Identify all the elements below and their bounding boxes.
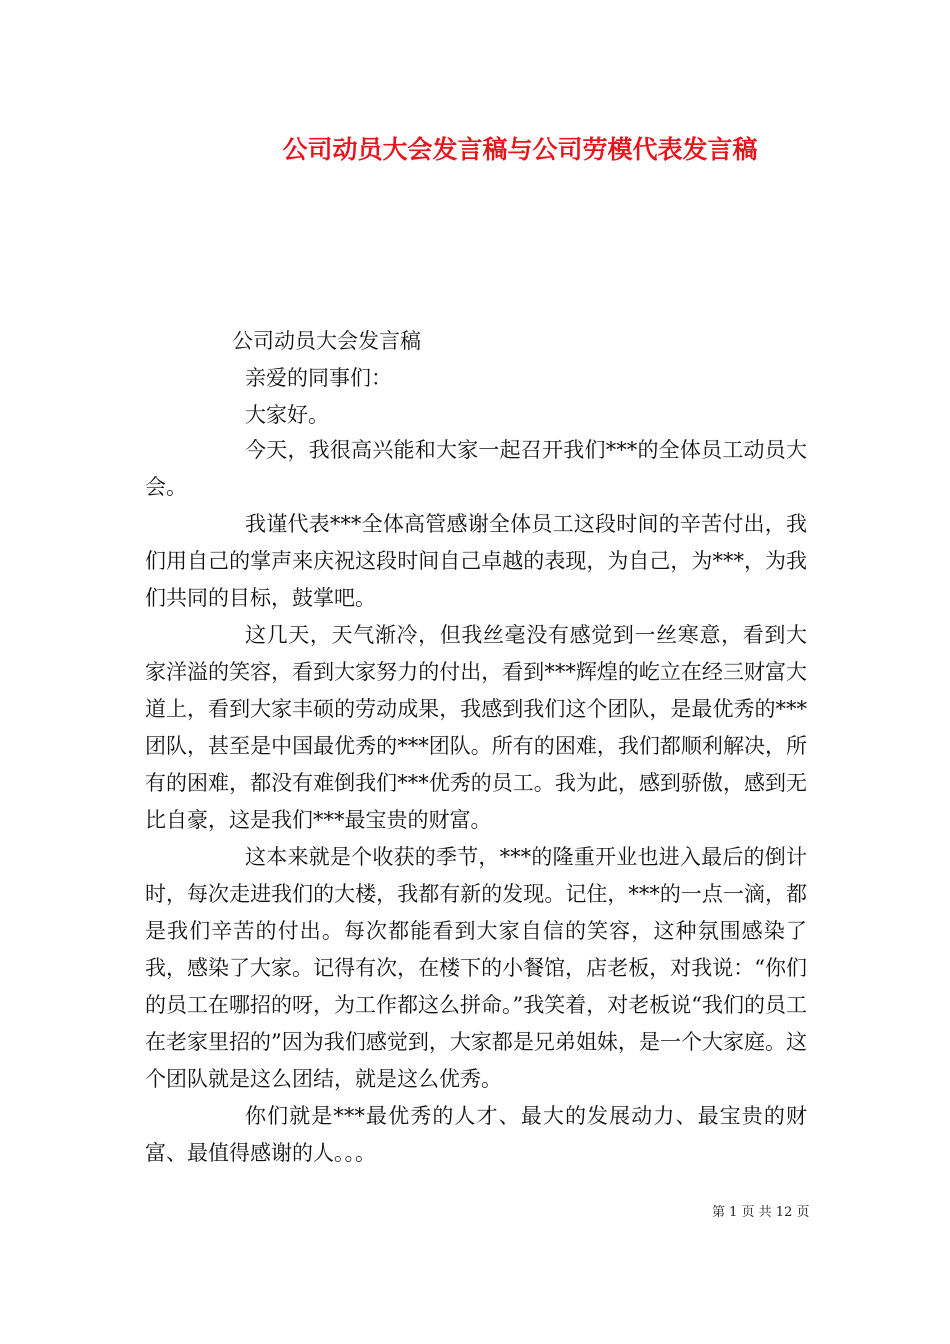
paragraph-3: 这几天，天气渐冷，但我丝毫没有感觉到一丝寒意，看到大家洋溢的笑容，看到大家努力的付出，看到***辉煌的屹立在经三财富大道上，看到大家丰硕的劳动成果，我感到我们这个团队，是最优秀的***团队，甚至是中国最优秀的***团队。所有的困难，我们都顺利解决，所有的困难，都没有难倒我们***优秀的员工。我为此，感到骄傲，感到无比自豪，这是我们***最宝贵的财富。 bbox=[145, 623, 807, 832]
section-title: 公司动员大会发言稿 bbox=[232, 329, 421, 353]
paragraph-1: 今天，我很高兴能和大家一起召开我们***的全体员工动员大会。 bbox=[145, 438, 807, 499]
paragraph-5: 你们就是***最优秀的人才、最大的发展动力、最宝贵的财富、最值得感谢的人。。。 bbox=[145, 1104, 807, 1165]
document-title: 公司动员大会发言稿与公司劳模代表发言稿 bbox=[282, 135, 758, 164]
page-number: 第 1 页 共 12 页 bbox=[712, 1205, 810, 1220]
greeting: 亲爱的同事们： bbox=[245, 366, 392, 390]
paragraph-4: 这本来就是个收获的季节，***的隆重开业也进入最后的倒计时，每次走进我们的大楼，我都有新的发现。记住，***的一点一滴，都是我们辛苦的付出。每次都能看到大家自信的笑容，这种氛围感染了我，感染了大家。记得有次，在楼下的小餐馆，店老板，对我说：“你们的员工在哪招的呀，为工作都这么拼命。”我笑着，对老板说“我们的员工在老家里招的”因为我们感觉到，大家都是兄弟姐妹，是一个大家庭。这个团队就是这么团结，就是这么优秀。 bbox=[145, 845, 807, 1091]
paragraph-2: 我谨代表***全体高管感谢全体员工这段时间的辛苦付出，我们用自己的掌声来庆祝这段时间自己卓越的表现，为自己，为***，为我们共同的目标，鼓掌吧。 bbox=[145, 512, 807, 610]
hello-line: 大家好。 bbox=[245, 403, 329, 427]
